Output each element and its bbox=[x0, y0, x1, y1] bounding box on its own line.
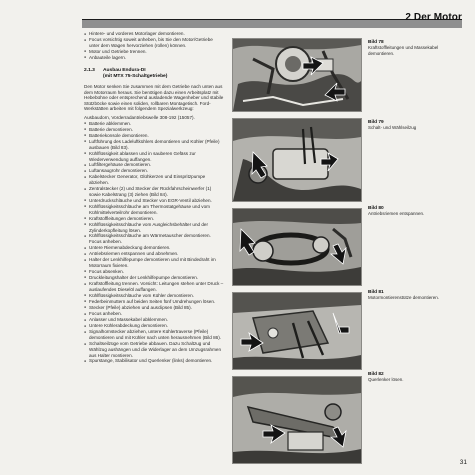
step-item: ● Spurstange, Stabilisator und Querlenker (links) demontieren. bbox=[84, 358, 224, 364]
intro-step: ● Motor und Getriebe trennen. bbox=[84, 49, 224, 55]
photo-figure-82 bbox=[232, 376, 362, 464]
step-item: ● Kraftstoffleitung trennen. Vorsicht: Leitungen stehen unter Druck – auslaufendes Dieselöl auffangen. bbox=[84, 281, 224, 293]
text-column bbox=[84, 31, 224, 364]
step-item: ● Antriebsriemen entspannen und abnehmen. bbox=[84, 251, 224, 257]
step-item: ● Kraftstoffleitungen demontieren. bbox=[84, 216, 224, 222]
figure-label: Bild 78 bbox=[368, 40, 384, 45]
step-item: ● Batterie abklemmen. bbox=[84, 121, 224, 127]
figure-caption-text: Schalt- und Wählseilzug bbox=[368, 125, 417, 131]
step-item: ● Kühlflüssigkeitsschläuche am Wärmetauscher demontieren. Focus anheben. bbox=[84, 233, 224, 245]
photo-column bbox=[232, 38, 362, 470]
figure-label: Bild 82 bbox=[368, 372, 384, 377]
tool-line: Ausbaudorn, Vorderradantriebswelle 308-192 (15057). bbox=[84, 114, 195, 120]
step-item: ● Anlasser und Massekabel abklemmen. bbox=[84, 317, 224, 323]
step-item: ● Batteriekonsole demontieren. bbox=[84, 133, 224, 139]
step-item: ● Zentralstecker (2) und Stecker der Rückfahrscheinwerfer (1) sowie Kabelstrang (3) ziehen (Bild 84). bbox=[84, 186, 224, 198]
figure-caption-text: Querlenker lösen. bbox=[368, 377, 404, 383]
step-item: ● Untere Riemenabdeckung demontieren. bbox=[84, 245, 224, 251]
step-item: ● Kühlflüssigkeitsschläuche am Thermostatgehäuse und vom Kühlmittelverteilrohr demontieren. bbox=[84, 204, 224, 216]
step-item: ● Kühlflüssigkeitsschläuche vom Ausgleichsbehälter und der Zylinderkopfleitung lösen. bbox=[84, 222, 224, 234]
step-item: ● Kabelstecker Generator, Glühkerzen und Einspritzpumpe abziehen. bbox=[84, 174, 224, 186]
figure-caption-80 bbox=[368, 206, 450, 217]
step-item: ● Stecker (Pfeile) abziehen und ausclipsen (Bild 85). bbox=[84, 305, 224, 311]
step-item: ● Federbeinmuttern auf beiden Seiten fünf Umdrehungen lösen. bbox=[84, 299, 224, 305]
section-subtitle: (mit MTX 75-Schaltgetriebe) bbox=[103, 73, 168, 79]
figure-label: Bild 81 bbox=[368, 290, 384, 295]
intro-step: ● Hintere- und vorderes Motorlager demontieren. bbox=[84, 31, 224, 37]
chapter-title: 2 Der Motor bbox=[405, 12, 462, 23]
photo-figure-78 bbox=[232, 38, 362, 112]
step-item: ● Focus absenken. bbox=[84, 269, 224, 275]
step-item: ● Kühlflüssigkeitsschläuche vom Kühler demontieren. bbox=[84, 293, 224, 299]
photo-figure-80 bbox=[232, 208, 362, 286]
step-item: ● Halter der Lenkhilfepumpe demontieren und mit Bindedraht im Motorraum fixieren. bbox=[84, 257, 224, 269]
figure-caption-78 bbox=[368, 40, 450, 56]
figure-caption-82 bbox=[368, 372, 450, 383]
body-paragraph: Den Motor senken Sie zusammen mit dem Getriebe nach unten aus dem Motorraum heraus. Sie benötigen dazu einen Arbeitsplatz mit Hebebühne oder entsprechend ausladende Wagenheber und stabile Stützböcke sowie einen soliden, rollbaren Montagetisch. Ford-Werkstätten arbeiten mit folgendem Spezialwerkzeug: bbox=[84, 83, 224, 112]
figure-caption-79 bbox=[368, 120, 450, 131]
section-title: Ausbau Endura-DI bbox=[103, 67, 146, 73]
figure-caption-text: Antriebsriemen entspannen. bbox=[368, 211, 425, 217]
figure-label: Bild 79 bbox=[368, 120, 384, 125]
step-item: ● Luftführung des Ladeluftkühlers demontieren und Kühler (Pfeile) ausbauen (Bild 83). bbox=[84, 139, 224, 151]
section-number: 2.1.3 bbox=[84, 67, 95, 73]
photo-figure-81 bbox=[232, 292, 362, 370]
step-item: ● Luftansaugrohr demontieren. bbox=[84, 168, 224, 174]
step-item: ● Unterdruckschläuche und Stecker von EGR-Ventil abziehen. bbox=[84, 198, 224, 204]
step-list bbox=[84, 121, 224, 365]
intro-step: ● Anbauteile lagern. bbox=[84, 55, 224, 61]
step-item: ● Druckleitungshalter der Lenkhilfepumpe demontieren. bbox=[84, 275, 224, 281]
step-item: ● Focus anheben. bbox=[84, 311, 224, 317]
figure-label: Bild 80 bbox=[368, 206, 384, 211]
figure-caption-text: Kraftstoffleitungen und Massekabel demontieren. bbox=[368, 45, 439, 56]
step-item: ● Luftfiltergehäuse demontieren. bbox=[84, 162, 224, 168]
photo-figure-79 bbox=[232, 118, 362, 202]
step-item: ● Signalhornstecker abziehen, untere Kühlertraverse (Pfeile) demontieren und mit Kühler nach unten herausnehmen (Bild 86). bbox=[84, 329, 224, 341]
step-item: ● Kühlflüssigkeit ablassen und in sauberen Gefäss zur Wiederverwendung auffangen. bbox=[84, 151, 224, 163]
intro-step: ● Focus vorsichtig soweit anheben, bis Sie den Motor/Getriebe unter dem Wagen hervorziehen (rollen) können. bbox=[84, 37, 224, 49]
step-item: ● Batterie demontieren. bbox=[84, 127, 224, 133]
step-item: ● Schaltseilzüge vom Getriebe abbauen. Dazu Schaltzug und Wählzug aushängen und die Widerlager an dem Umzugsrahmen aus Halter montieren. bbox=[84, 341, 224, 358]
step-item: ● Untere Kühlerabdeckung demontieren. bbox=[84, 323, 224, 329]
page-number: 31 bbox=[459, 459, 467, 466]
figure-caption-text: Motormontierenstütze demontieren. bbox=[368, 295, 440, 301]
figure-caption-81 bbox=[368, 290, 450, 301]
